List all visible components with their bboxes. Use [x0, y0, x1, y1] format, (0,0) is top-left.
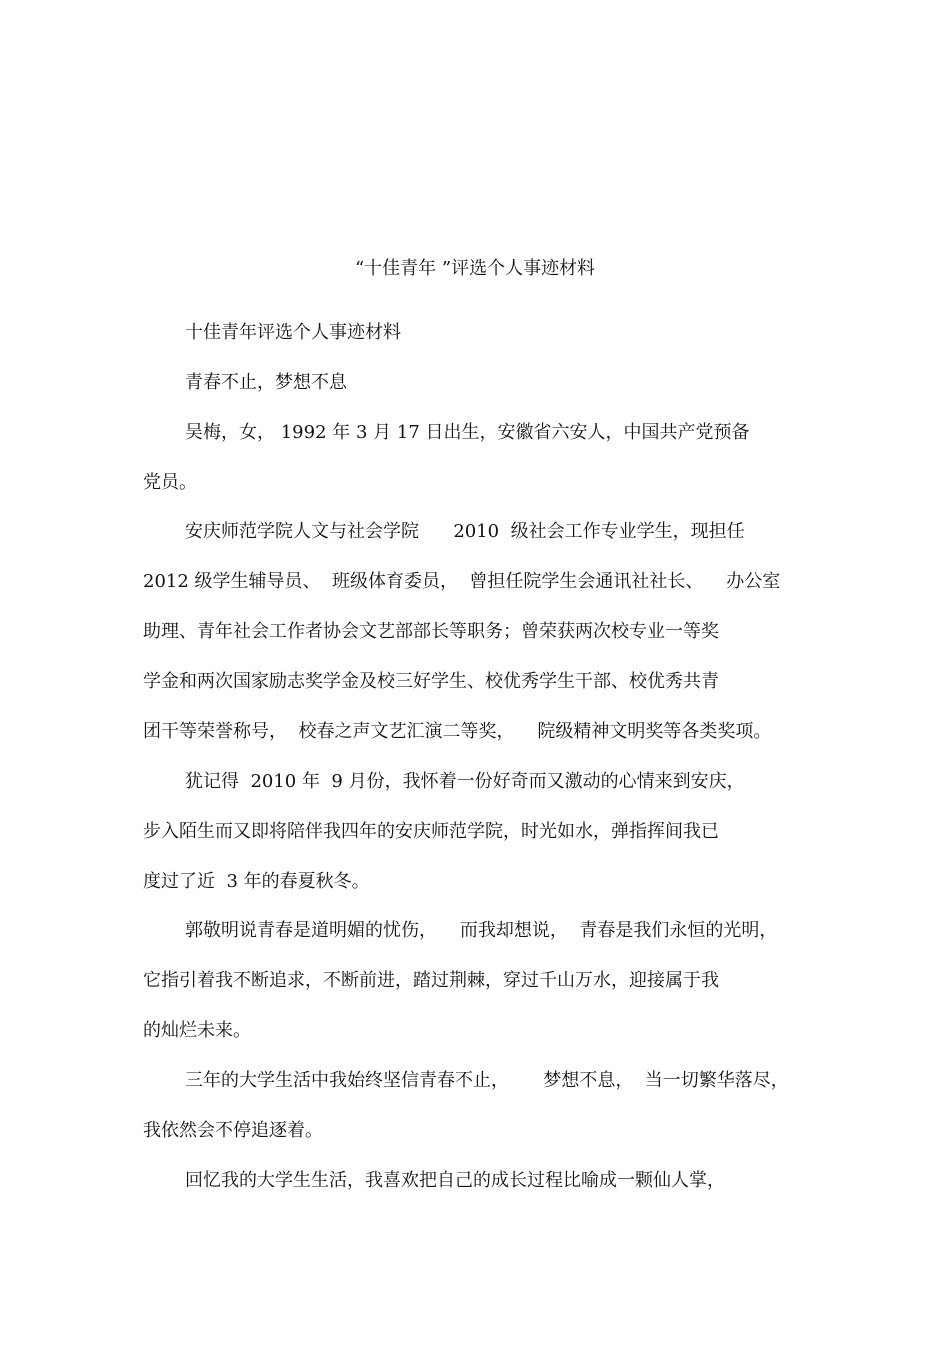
paragraph-line: 犹记得 2010 年 9 月份，我怀着一份好奇而又激动的心情来到安庆，: [185, 771, 745, 792]
paragraph-line: 团干等荣誉称号， 校春之声文艺汇演二等奖， 院级精神文明奖等各类奖项。: [143, 721, 772, 742]
paragraph-line: 郭敬明说青春是道明媚的忧伤， 而我却想说， 青春是我们永恒的光明，: [185, 920, 778, 941]
paragraph-line: 我依然会不停追逐着。: [143, 1120, 323, 1141]
paragraph-line: 三年的大学生活中我始终坚信青春不止， 梦想不息， 当一切繁华落尽，: [185, 1070, 789, 1091]
motto-line: 青春不止，梦想不息: [185, 372, 347, 393]
paragraph-line: 助理、青年社会工作者协会文艺部部长等职务；曾荣获两次校专业一等奖: [143, 621, 719, 642]
paragraph-line: 党员。: [143, 472, 197, 493]
paragraph-line: 度过了近 3 年的春夏秋冬。: [143, 871, 370, 892]
paragraph-line: 吴梅，女， 1992 年 3 月 17 日出生，安徽省六安人，中国共产党预备: [185, 422, 750, 443]
paragraph-line: 的灿烂未来。: [143, 1020, 251, 1041]
document-title: “十佳青年 ”评选个人事迹材料: [354, 258, 596, 279]
paragraph-line: 安庆师范学院人文与社会学院 2010 级社会工作专业学生，现担任: [185, 521, 745, 542]
paragraph-line: 回忆我的大学生生活，我喜欢把自己的成长过程比喻成一颗仙人掌，: [185, 1170, 725, 1191]
paragraph-line: 步入陌生而又即将陪伴我四年的安庆师范学院，时光如水，弹指挥间我已: [143, 821, 719, 842]
paragraph-line: 2012 级学生辅导员、 班级体育委员， 曾担任院学生会通讯社社长、 办公室: [143, 571, 781, 592]
paragraph-line: 学金和两次国家励志奖学金及校三好学生、校优秀学生干部、校优秀共青: [143, 671, 719, 692]
paragraph-line: 它指引着我不断追求，不断前进，踏过荆棘，穿过千山万水，迎接属于我: [143, 970, 719, 991]
subtitle-line: 十佳青年评选个人事迹材料: [185, 322, 401, 343]
